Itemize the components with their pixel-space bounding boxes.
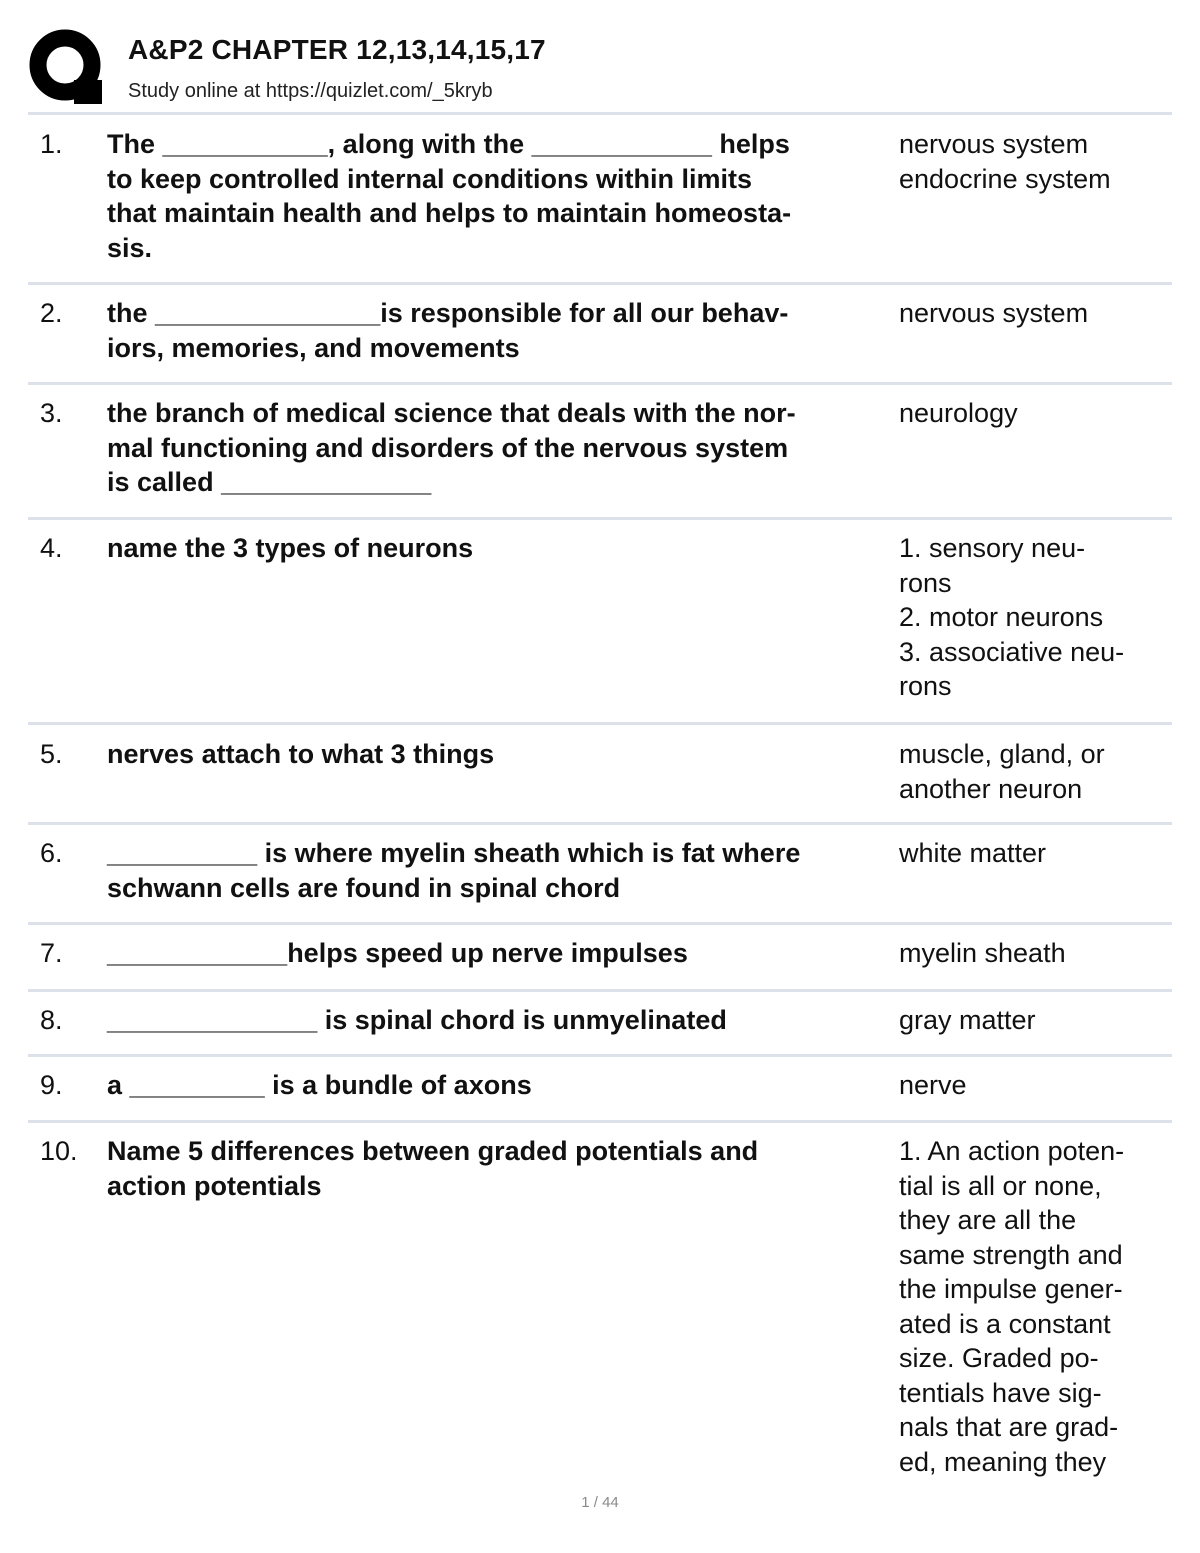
card-number: 4.: [40, 533, 63, 563]
card-answer: 1. sensory neu- rons 2. motor neurons 3. associative neu- rons: [899, 533, 1125, 701]
card-answer: 1. An action poten- tial is all or none, they are all the same strength and the impulse gener- ated is a constant size. Graded po- tentials have sig- nals that are grad- ed, meaning they: [899, 1136, 1125, 1477]
card-answer: gray matter: [899, 1005, 1036, 1035]
card-row: [28, 517, 1172, 722]
card-number: 6.: [40, 838, 63, 868]
card-row: [28, 282, 1172, 382]
card-question: ____________helps speed up nerve impulses: [107, 938, 688, 968]
card-row: [28, 722, 1172, 822]
card-question: nerves attach to what 3 things: [107, 739, 495, 769]
card-row: [28, 1120, 1172, 1490]
page-title: A&P2 CHAPTER 12,13,14,15,17: [128, 34, 546, 65]
card-question: __________ is where myelin sheath which is fat where schwann cells are found in spinal chord: [107, 838, 801, 903]
card-number: 9.: [40, 1070, 63, 1100]
card-question: The ___________, along with the ____________ helps to keep controlled internal conditions within limits that maintain health and helps to maintain homeosta- sis.: [107, 129, 792, 263]
card-question: the _______________is responsible for all our behav- iors, memories, and movements: [107, 298, 789, 363]
card-row: [28, 1054, 1172, 1120]
card-answer: neurology: [899, 398, 1018, 428]
card-row: [28, 922, 1172, 989]
page-header: [28, 28, 1172, 112]
card-number: 1.: [40, 129, 63, 159]
card-answer: white matter: [899, 838, 1047, 868]
card-question: a _________ is a bundle of axons: [107, 1070, 532, 1100]
card-row: [28, 112, 1172, 282]
card-number: 10.: [40, 1136, 78, 1166]
quizlet-logo-icon: [28, 28, 106, 108]
flashcard-list: [28, 112, 1172, 1490]
card-number: 7.: [40, 938, 63, 968]
card-answer: myelin sheath: [899, 938, 1066, 968]
card-number: 5.: [40, 739, 63, 769]
card-number: 2.: [40, 298, 63, 328]
page-number: 1 / 44: [581, 1494, 619, 1511]
card-question: Name 5 differences between graded potentials and action potentials: [107, 1136, 759, 1201]
card-row: [28, 382, 1172, 517]
study-online-link[interactable]: Study online at https://quizlet.com/_5kryb: [128, 80, 493, 102]
card-question: ______________ is spinal chord is unmyelinated: [107, 1005, 727, 1035]
card-answer: nervous system endocrine system: [899, 129, 1111, 194]
card-row: [28, 822, 1172, 922]
card-question: name the 3 types of neurons: [107, 533, 474, 563]
card-row: [28, 989, 1172, 1054]
card-number: 3.: [40, 398, 63, 428]
card-question: the branch of medical science that deals with the nor- mal functioning and disorders of the nervous system is called ______________: [107, 398, 796, 497]
card-answer: nerve: [899, 1070, 967, 1100]
card-answer: muscle, gland, or another neuron: [899, 739, 1105, 804]
card-number: 8.: [40, 1005, 63, 1035]
card-answer: nervous system: [899, 298, 1089, 328]
